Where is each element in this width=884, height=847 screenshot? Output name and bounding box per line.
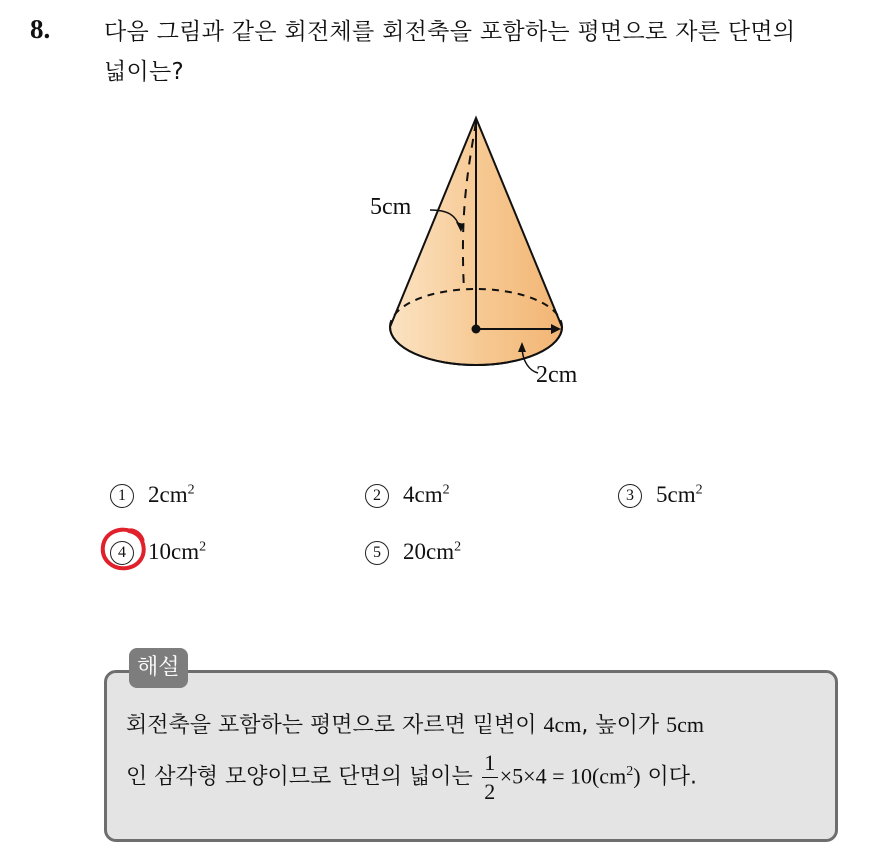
answer-circle-mark [99, 526, 149, 574]
solution-line2: 인 삼각형 모양이므로 단면의 넓이는 $\frac{1}{2}$ $\times 5\times 4 = 10(cm^2)$ 이다. [126, 750, 698, 804]
choice-marker: 2 [365, 484, 389, 508]
cone-center [472, 325, 481, 334]
choice-2[interactable] [365, 482, 450, 510]
choice-3[interactable] [618, 482, 703, 510]
fraction-one-half: $\frac{1}{2}$ [482, 750, 498, 805]
choice-marker: 4 [110, 541, 134, 565]
question-text-line2: 넓이는? [104, 59, 185, 85]
question-number: 8. [30, 14, 51, 44]
solution-line1: 회전축을 포함하는 평면으로 자르면 밑변이 4cm, 높이가 5cm [126, 712, 705, 738]
choice-marker: 3 [618, 484, 642, 508]
choice-marker: 5 [365, 541, 389, 565]
cone-drawing [330, 100, 630, 400]
choice-value: $5cm^2$ [656, 482, 703, 507]
question-text-line1: 다음 그림과 같은 회전체를 회전축을 포함하는 평면으로 자른 단면의 [104, 19, 796, 45]
radius-label: 2cm [536, 362, 578, 388]
choice-value: $20cm^2$ [403, 539, 462, 564]
choice-value: $2cm^2$ [148, 482, 195, 507]
cone-figure [330, 100, 630, 400]
choice-1[interactable] [110, 482, 195, 510]
choice-value: $4cm^2$ [403, 482, 450, 507]
slant-label: 5cm [370, 194, 412, 220]
choice-value: $10cm^2$ [148, 539, 207, 564]
choice-marker: 1 [110, 484, 134, 508]
question-text [104, 12, 874, 92]
solution-tag: 해설 [129, 648, 188, 688]
choice-5[interactable] [365, 539, 461, 567]
